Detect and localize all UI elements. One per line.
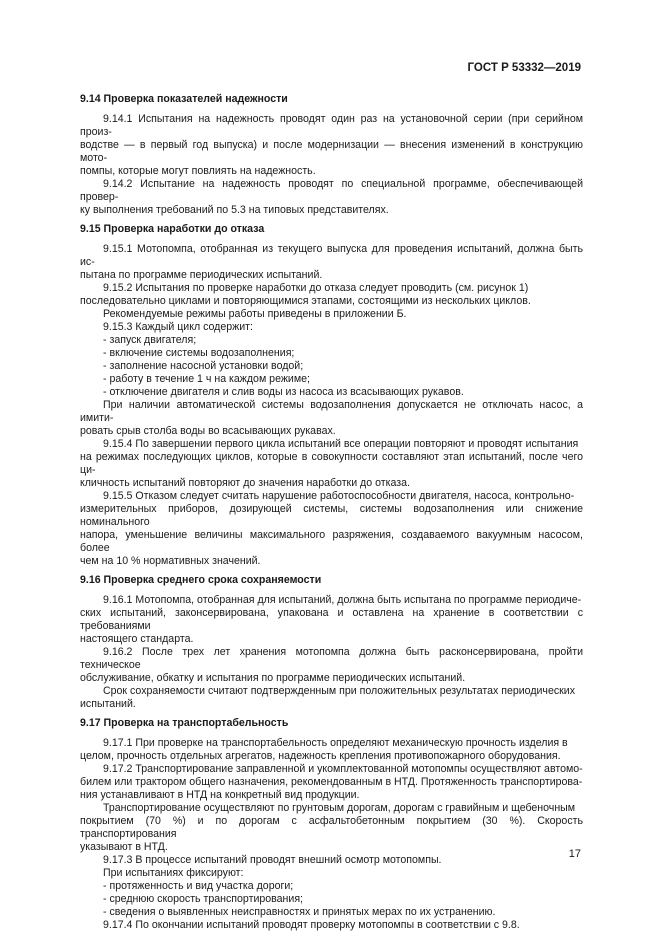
para-line: Транспортирование осуществляют по грунтовым дорогам, дорогам с гравийным и щебеночным: [103, 802, 576, 814]
list-item: - включение системы водозаполнения;: [103, 347, 295, 359]
para-line: билем или трактором общего назначения, рекомендованным в НТД. Протяженность транспортирова-: [80, 776, 583, 788]
para-line: на режимах последующих циклов, которые в совокупности составляют этап испытаний, после чего ци-: [80, 451, 583, 476]
list-item: - сведения о выявленных неисправностях и принятых мерах по их устранению.: [103, 906, 496, 918]
para-line: обслуживание, обкатку и испытания по программе периодических испытаний.: [80, 672, 466, 684]
para-line: 9.17.1 При проверке на транспортабельность определяют механическую прочность изделия в: [103, 737, 568, 749]
para-line: 9.15.2 Испытания по проверке наработки до отказа следует проводить (см. рисунок 1): [103, 282, 529, 294]
para-line: 9.15.1 Мотопомпа, отобранная из текущего выпуска для проведения испытаний, должна быть ис-: [80, 243, 583, 268]
list-item: - среднюю скорость транспортирования;: [103, 893, 303, 905]
page-number: 17: [568, 848, 581, 860]
para-line: 9.14.2 Испытание на надежность проводят по специальной программе, обеспечивающей провер-: [80, 178, 583, 203]
para-line: 9.16.1 Мотопомпа, отобранная для испытаний, должна быть испытана по программе периодиче-: [103, 594, 582, 606]
para-line: 9.16.2 После трех лет хранения мотопомпа должна быть расконсервирована, пройти техническое: [80, 646, 583, 671]
para-line: Рекомендуемые режимы работы приведены в приложении Б.: [103, 308, 407, 320]
section-heading-9-14: 9.14 Проверка показателей надежности: [80, 93, 288, 105]
para-line: указывают в НТД.: [80, 841, 168, 853]
para-line: ку выполнения требований по 5.3 на типовых представителях.: [80, 204, 389, 216]
list-item: - заполнение насосной установки водой;: [103, 360, 304, 372]
section-heading-9-16: 9.16 Проверка среднего срока сохраняемости: [80, 574, 322, 586]
para-line: Срок сохраняемости считают подтвержденным при положительных результатах периодических: [103, 685, 575, 697]
para-line: пытана по программе периодических испытаний.: [80, 269, 323, 281]
para-line: напора, уменьшение величины максимального разряжения, создаваемого вакуумным насосом, более: [80, 529, 583, 554]
para-line: При испытаниях фиксируют:: [103, 867, 244, 879]
para-line: настоящего стандарта.: [80, 633, 194, 645]
para-line: 9.17.3 В процессе испытаний проводят внешний осмотр мотопомпы.: [103, 854, 442, 866]
para-line: испытаний.: [80, 698, 136, 710]
para-line: помпы, которые могут повлиять на надежность.: [80, 165, 316, 177]
para-line: чем на 10 % нормативных значений.: [80, 555, 261, 567]
para-line: 9.17.4 По окончании испытаний проводят проверку мотопомпы в соответствии с 9.8.: [103, 919, 520, 931]
para-line: измерительных приборов, дозирующей системы, системы водозаполнения или снижение номинального: [80, 503, 583, 528]
para-line: покрытием (70 %) и по дорогам с асфальтобетонным покрытием (30 %). Скорость транспортирования: [80, 815, 583, 840]
para-line: 9.15.5 Отказом следует считать нарушение работоспособности двигателя, насоса, контрольно-: [103, 490, 575, 502]
list-item: - работу в течение 1 ч на каждом режиме;: [103, 373, 310, 385]
para-line: последовательно циклами и повторяющимися этапами, состоящими из нескольких циклов.: [80, 295, 531, 307]
para-line: кличность испытаний повторяют до значения наработки до отказа.: [80, 477, 410, 489]
section-heading-9-17: 9.17 Проверка на транспортабельность: [80, 717, 289, 729]
para-line: 9.14.1 Испытания на надежность проводят один раз на установочной серии (при серийном произ-: [80, 113, 583, 138]
para-line: водстве — в первый год выпуска) и после модернизации — внесения изменений в конструкцию мото-: [80, 139, 583, 164]
section-heading-9-15: 9.15 Проверка наработки до отказа: [80, 223, 265, 235]
document-body: [80, 93, 583, 932]
para-line: ния устанавливают в НТД на конкретный вид продукции.: [80, 789, 360, 801]
para-line: целом, прочность отдельных агрегатов, надежность крепления противопожарного оборудования.: [80, 750, 561, 762]
para-line: При наличии автоматической системы водозаполнения допускается не отключать насос, а имити-: [80, 399, 583, 424]
para-line: 9.17.2 Транспортирование заправленной и укомплектованной мотопомпы осуществляют автомо-: [103, 763, 583, 775]
para-line: ровать срыв столба воды во всасывающих рукавах.: [80, 425, 336, 437]
list-item: - протяженность и вид участка дороги;: [103, 880, 294, 892]
list-item: - отключение двигателя и слив воды из насоса из всасывающих рукавов.: [103, 386, 464, 398]
list-item: - запуск двигателя;: [103, 334, 197, 346]
document-code: ГОСТ Р 53332—2019: [467, 62, 581, 74]
para-line: 9.15.4 По завершении первого цикла испытаний все операции повторяют и проводят испытания: [103, 438, 579, 450]
para-line: ских испытаний, законсервирована, упакована и оставлена на хранение в соответствии с требованиями: [80, 607, 583, 632]
para-line: 9.15.3 Каждый цикл содержит:: [103, 321, 253, 333]
